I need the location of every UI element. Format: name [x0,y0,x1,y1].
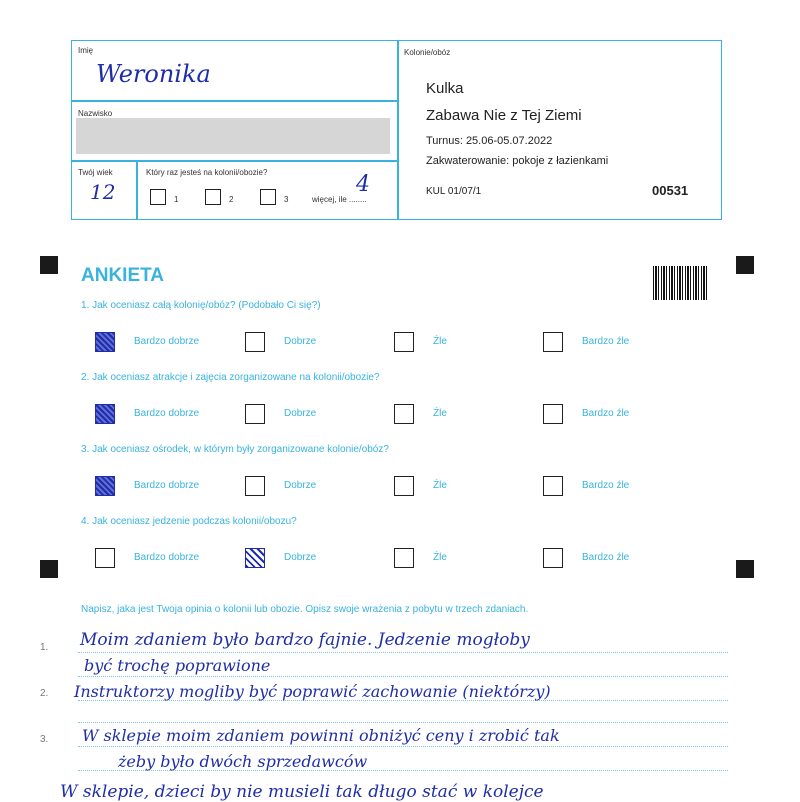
q3-option-1-checkbox[interactable] [95,476,115,496]
q2-option-2-label: Dobrze [284,408,317,419]
barcode [653,266,707,300]
q4-option-1-checkbox[interactable] [95,548,115,568]
accommodation: Zakwaterowanie: pokoje z łazienkami [426,155,609,167]
camp-code: KUL 01/07/1 [426,186,482,197]
q3-option-3-checkbox[interactable] [394,476,414,496]
q1-option-3-label: Źle [433,336,447,347]
q2-option-1-checkbox[interactable] [95,404,115,424]
camp-program: Zabawa Nie z Tej Ziemi [426,107,582,124]
question-2: 2. Jak oceniasz atrakcje i zajęcia zorganizowane na kolonii/obozie? [81,372,380,383]
q2-option-2-checkbox[interactable] [245,404,265,424]
name-label: Imię [78,46,94,55]
q4-option-2-label: Dobrze [284,552,317,563]
handwriting-line-5[interactable]: żeby było dwóch sprzedawców [118,752,368,771]
registration-mark-bl [40,560,58,578]
surname-redacted [76,118,390,154]
q3-option-1-label: Bardzo dobrze [134,480,200,491]
handwriting-line-2[interactable]: być trochę poprawione [84,656,271,675]
q4-option-4-checkbox[interactable] [543,548,563,568]
times-more-label: więcej, ile ........ [312,195,367,204]
q4-option-4-label: Bardzo źle [582,552,630,563]
times-option-2: 2 [229,195,234,204]
line-number-1: 1. [40,642,49,653]
answer-line [78,652,728,653]
camp-name: Kulka [426,80,464,97]
question-3: 3. Jak oceniasz ośrodek, w którym były zorganizowane kolonie/obóz? [81,444,389,455]
times-more-value[interactable]: 4 [356,172,370,197]
times-option-1: 1 [174,195,179,204]
times-checkbox-3[interactable] [260,189,276,205]
times-option-3: 3 [284,195,289,204]
q1-option-3-checkbox[interactable] [394,332,414,352]
q2-option-3-label: Źle [433,408,447,419]
turnus: Turnus: 25.06-05.07.2022 [426,135,553,147]
q1-option-4-label: Bardzo źle [582,336,630,347]
q3-option-4-label: Bardzo źle [582,480,630,491]
q2-option-4-label: Bardzo źle [582,408,630,419]
registration-mark-br [736,560,754,578]
question-4: 4. Jak oceniasz jedzenie podczas kolonii/obozu? [81,516,297,527]
q2-option-1-label: Bardzo dobrze [134,408,200,419]
header-divider-age [136,160,138,219]
camp-label: Kolonie/obóz [404,48,451,57]
q4-option-2-checkbox[interactable] [245,548,265,568]
answer-line [78,676,728,677]
q4-option-1-label: Bardzo dobrze [134,552,200,563]
q1-option-2-label: Dobrze [284,336,317,347]
header-divider-1 [72,100,397,102]
q3-option-2-label: Dobrze [284,480,317,491]
times-checkbox-1[interactable] [150,189,166,205]
answer-line [78,722,728,723]
q1-option-1-checkbox[interactable] [95,332,115,352]
question-1: 1. Jak oceniasz całą kolonię/obóz? (Podobało Ci się?) [81,300,321,311]
name-value[interactable]: Weronika [96,60,211,88]
q2-option-3-checkbox[interactable] [394,404,414,424]
answer-line [78,746,728,747]
q4-option-3-label: Źle [433,552,447,563]
handwriting-line-1[interactable]: Moim zdaniem było bardzo fajnie. Jedzenie mogłoby [80,630,530,650]
times-label: Który raz jesteś na kolonii/obozie? [146,168,268,177]
q1-option-4-checkbox[interactable] [543,332,563,352]
header-divider-vertical [397,41,399,219]
q1-option-2-checkbox[interactable] [245,332,265,352]
opinion-prompt: Napisz, jaka jest Twoja opinia o kolonii lub obozie. Opisz swoje wrażenia z pobytu w trzech zdaniach. [81,604,529,615]
q3-option-2-checkbox[interactable] [245,476,265,496]
q4-option-3-checkbox[interactable] [394,548,414,568]
registration-mark-tr [736,256,754,274]
handwriting-line-3[interactable]: Instruktorzy mogliby być poprawić zachowanie (niektórzy) [74,682,551,701]
line-number-3: 3. [40,734,49,745]
age-value[interactable]: 12 [90,180,116,204]
q3-option-4-checkbox[interactable] [543,476,563,496]
line-number-2: 2. [40,688,49,699]
handwriting-line-6[interactable]: W sklepie, dzieci by nie musieli tak długo stać w kolejce [60,782,544,802]
registration-mark-tl [40,256,58,274]
q2-option-4-checkbox[interactable] [543,404,563,424]
survey-title: ANKIETA [81,265,165,286]
times-checkbox-2[interactable] [205,189,221,205]
q3-option-3-label: Źle [433,480,447,491]
form-number: 00531 [652,183,689,198]
header-divider-2 [72,160,397,162]
handwriting-line-4[interactable]: W sklepie moim zdaniem powinni obniżyć ceny i zrobić tak [82,726,560,745]
age-label: Twój wiek [78,168,113,177]
q1-option-1-label: Bardzo dobrze [134,336,200,347]
surname-label: Nazwisko [78,109,113,118]
